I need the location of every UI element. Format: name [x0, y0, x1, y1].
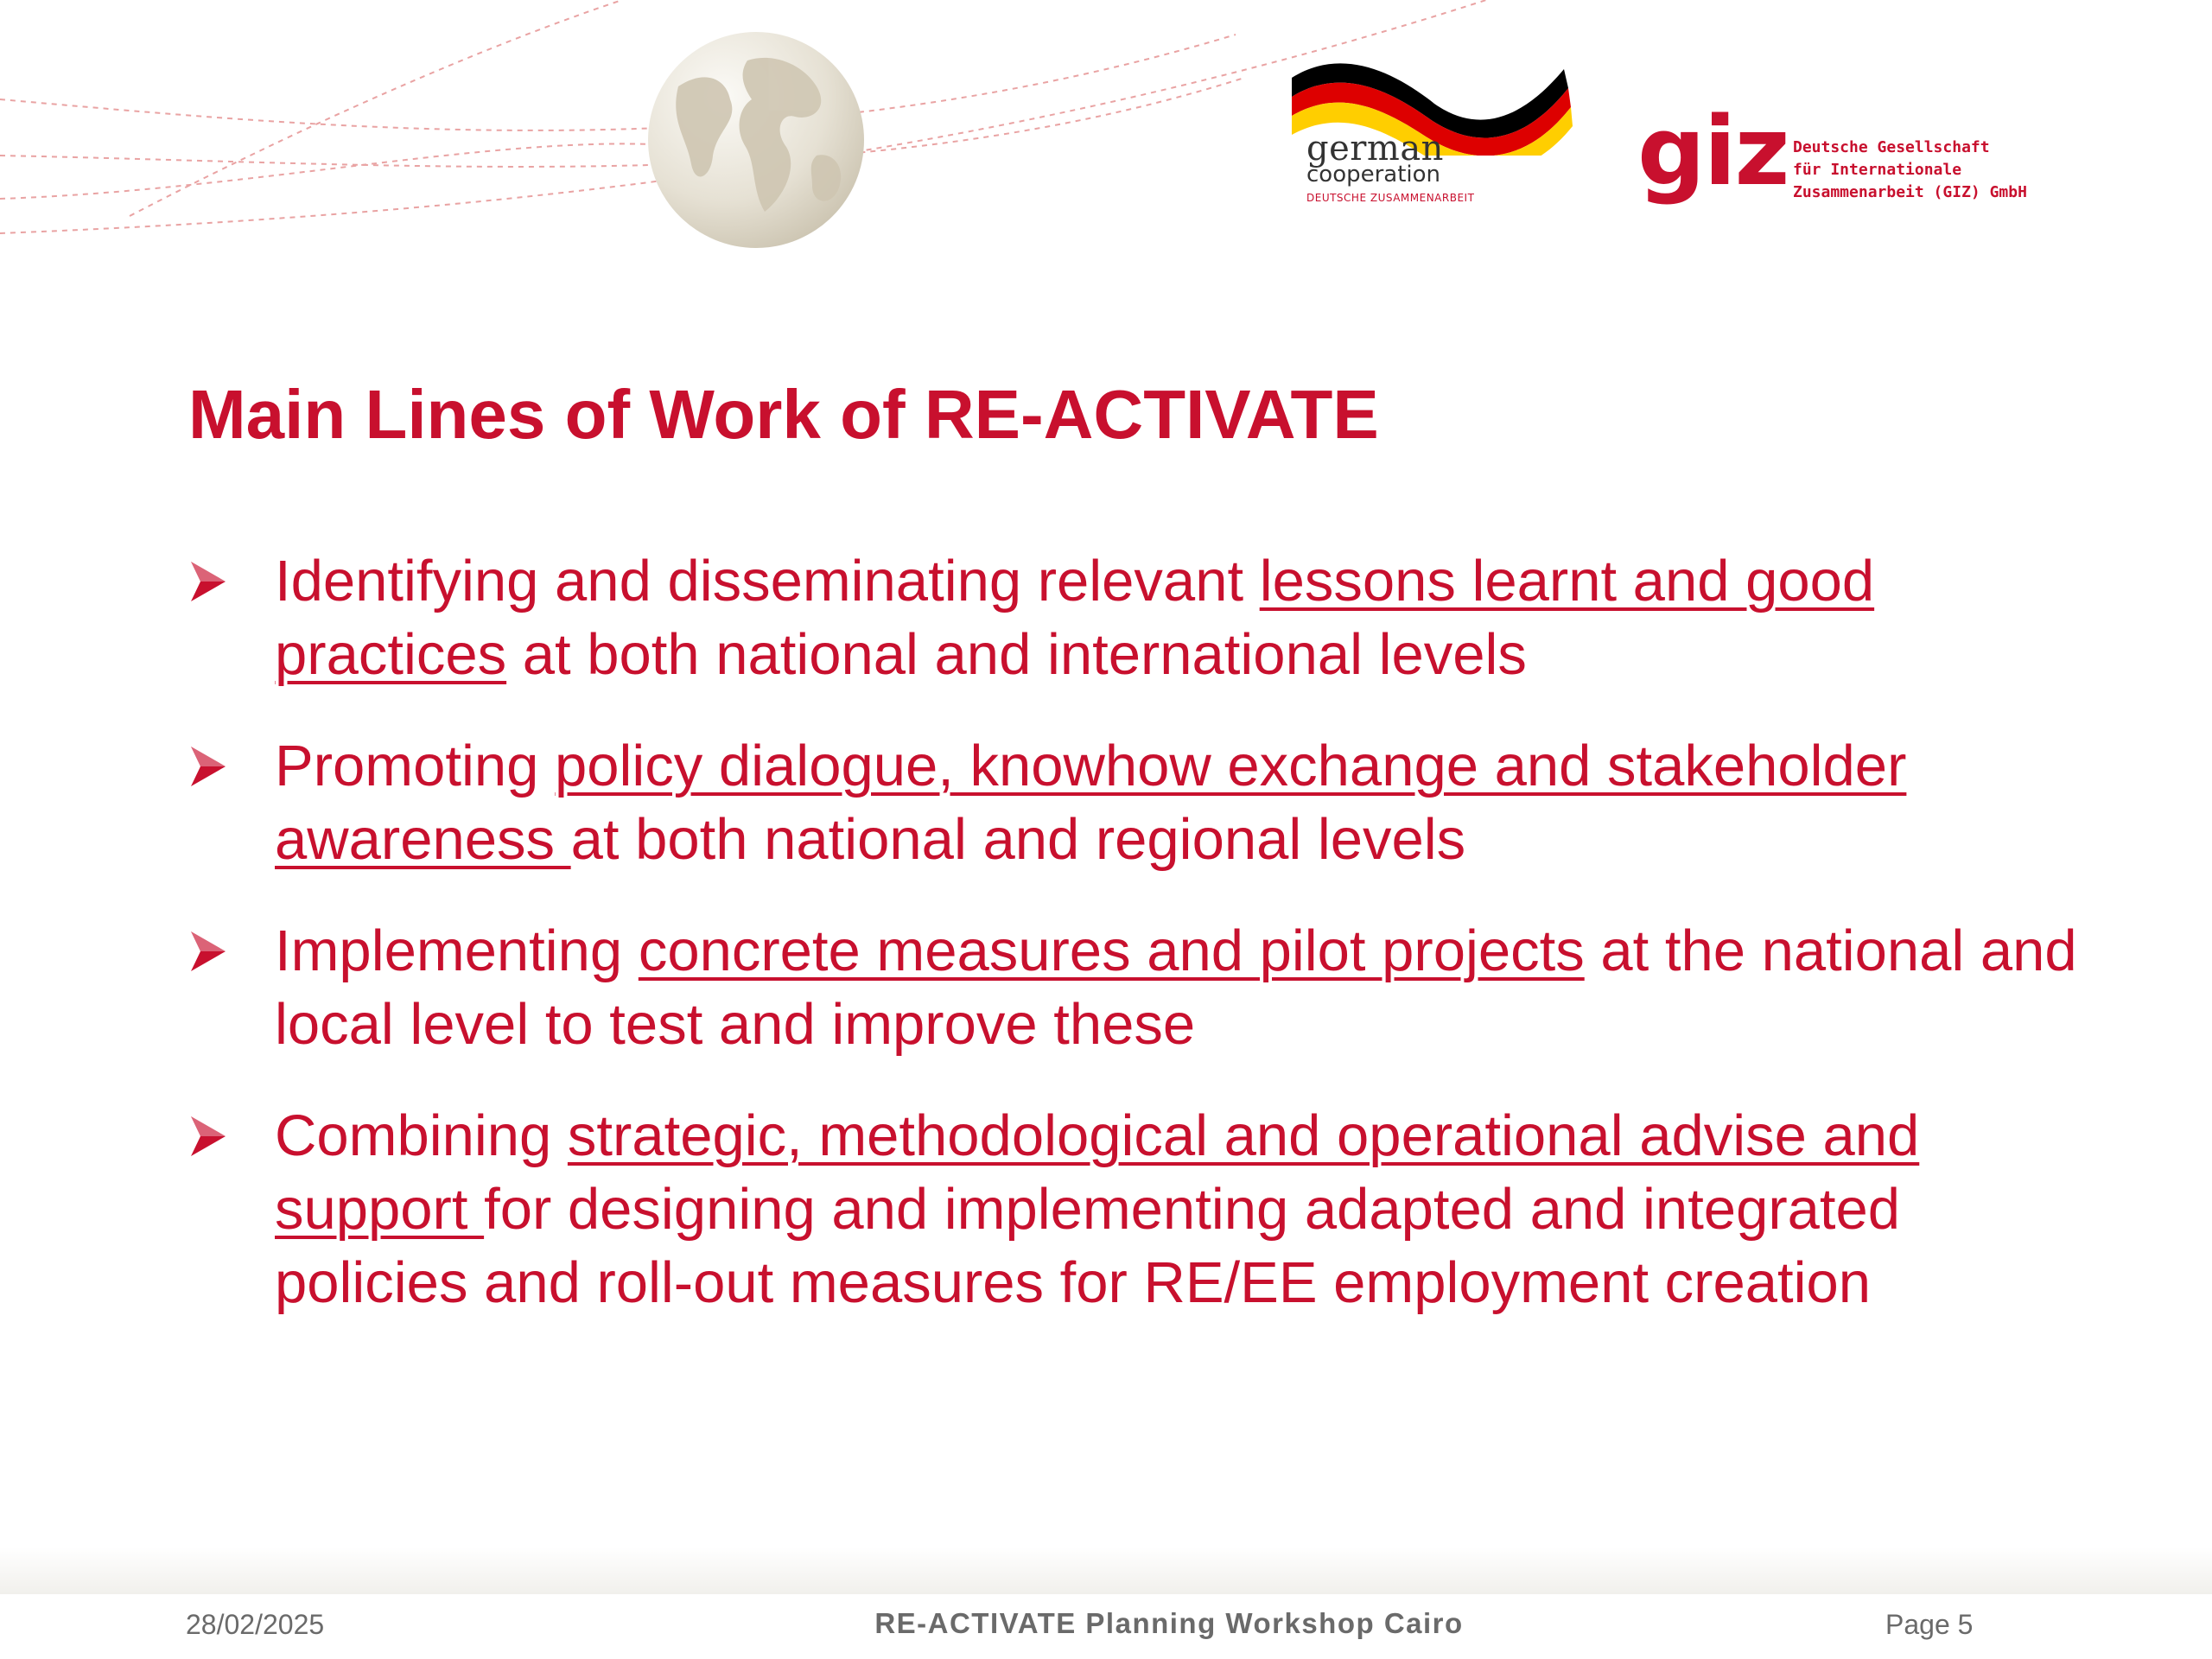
- bullet-text: Combining: [275, 1103, 568, 1168]
- german-cooperation-word2: cooperation: [1306, 162, 1441, 188]
- bullet-item: [188, 729, 2089, 876]
- bullet-item: [188, 1099, 2089, 1319]
- footer-page-number: Page 5: [1885, 1609, 1974, 1640]
- bullet-text: at both national and international levels: [506, 622, 1527, 687]
- bullet-highlight: concrete measures and pilot projects: [638, 918, 1585, 983]
- footer-event-title: RE-ACTIVATE Planning Workshop Cairo: [874, 1607, 1464, 1639]
- bullet-text: Implementing: [275, 918, 639, 983]
- giz-mark: giz: [1637, 96, 1789, 207]
- giz-name-line: Deutsche Gesellschaft: [1793, 138, 1990, 156]
- bullet-highlight: policy dialogue, knowhow exchange and stakeholder awareness: [275, 734, 1907, 872]
- footer-shadow: [0, 1547, 2212, 1594]
- bullet-text: Identifying and disseminating relevant: [275, 549, 1260, 613]
- bullet-text: Promoting: [275, 734, 555, 798]
- giz-name: [1793, 137, 2027, 204]
- arrow-bullet-icon: [188, 929, 228, 974]
- german-cooperation-word1: german: [1306, 129, 1444, 168]
- bullet-list: [188, 544, 2089, 1319]
- bullet-item: [188, 914, 2089, 1061]
- german-cooperation-subtitle: DEUTSCHE ZUSAMMENARBEIT: [1306, 192, 1475, 204]
- arrow-bullet-icon: [188, 744, 228, 789]
- bullet-text: at the national and local level to test and improve these: [275, 918, 2077, 1057]
- slide-title: Main Lines of Work of RE-ACTIVATE: [188, 376, 1379, 453]
- arrow-bullet-icon: [188, 559, 228, 604]
- giz-name-line: Zusammenarbeit (GIZ) GmbH: [1793, 183, 2027, 201]
- footer-date: 28/02/2025: [186, 1609, 325, 1640]
- giz-logo: [1637, 96, 2052, 233]
- globe-icon: [644, 26, 868, 255]
- german-cooperation-logo: [1287, 52, 1581, 225]
- bullet-highlight: strategic, methodological and operational advise and support: [275, 1103, 1920, 1242]
- bullet-highlight: lessons learnt and good practices: [275, 549, 1875, 687]
- giz-name-line: für Internationale: [1793, 161, 1962, 179]
- arrow-bullet-icon: [188, 1114, 228, 1159]
- bullet-text: for designing and implementing adapted and integrated policies and roll-out measures for RE/EE employment creation: [275, 1177, 1901, 1315]
- bullet-text: at both national and regional levels: [570, 807, 1466, 872]
- bullet-item: [188, 544, 2089, 691]
